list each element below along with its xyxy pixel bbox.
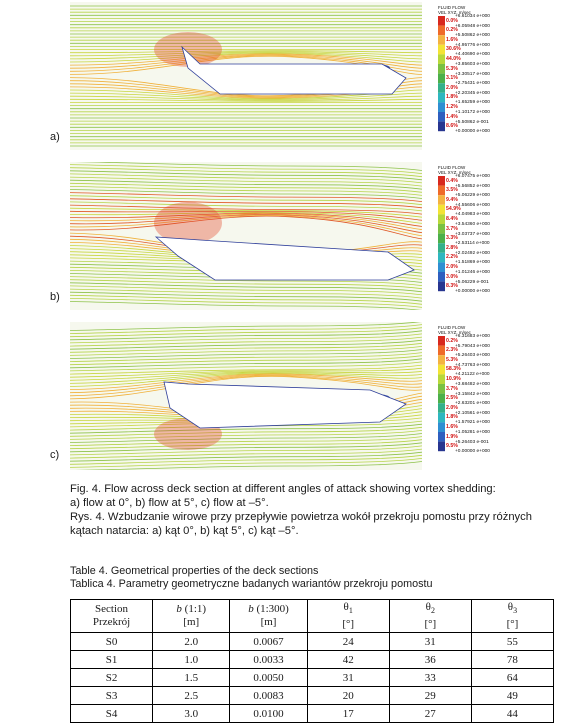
table-cell: 64 [471, 669, 553, 687]
legend-value: +2.63201 e+000 [455, 401, 490, 407]
table-header-row [71, 600, 554, 633]
table-cell: 2.5 [153, 687, 230, 705]
legend-value: +3.03737 e+000 [455, 231, 490, 237]
table-cell: 31 [389, 633, 471, 651]
legend-swatch [438, 176, 445, 186]
legend-swatch [438, 403, 445, 413]
legend-value: +1.65259 e+000 [455, 100, 490, 106]
legend-value: +0.00000 e+000 [455, 289, 490, 295]
legend-value: +6.05948 e+000 [455, 23, 490, 29]
legend-percent: 2.0% [446, 263, 458, 270]
legend-percent: 5.3% [446, 65, 458, 72]
legend-percent: 9.4% [446, 196, 458, 203]
table-row [71, 633, 554, 651]
panel-label-c: c) [50, 449, 60, 461]
legend-swatch [438, 45, 445, 55]
legend-value: +5.26403 e-001 [455, 439, 489, 445]
legend-swatch [438, 336, 445, 346]
table-cell: 0.0100 [230, 705, 307, 723]
legend-title: FLUID FLOW VEL XYZ, m/sec [438, 165, 471, 175]
legend-value: +2.02492 e+000 [455, 250, 490, 256]
legend-percent: 3.3% [446, 235, 458, 242]
table-cell: 49 [471, 687, 553, 705]
table-cell: S3 [71, 687, 153, 705]
table-cell: 78 [471, 651, 553, 669]
legend-percent: 10.9% [446, 375, 461, 382]
table-cell: 27 [389, 705, 471, 723]
header-b-model-label: (1:300) [256, 603, 289, 615]
legend-percent: 1.6% [446, 36, 458, 43]
table-cell: 33 [389, 669, 471, 687]
legend-swatch [438, 234, 445, 244]
table-row [71, 687, 554, 705]
table-cell: S2 [71, 669, 153, 687]
legend-swatch [438, 355, 445, 365]
table-cell: 0.0067 [230, 633, 307, 651]
legend-value: +3.15842 e+000 [455, 391, 490, 397]
legend-subtitle: VEL XYZ, m/sec [438, 330, 471, 335]
legend-percent: 0.2% [446, 27, 458, 34]
panel-label-b: b) [50, 291, 60, 303]
table-cell: 0.0083 [230, 687, 307, 705]
legend-value: +5.06229 e+000 [455, 193, 490, 199]
header-section [71, 600, 153, 633]
table-cell: 2.0 [153, 633, 230, 651]
legend-swatch [438, 122, 445, 132]
legend-percent: 5.3% [446, 356, 458, 363]
legend-percent: 2.3% [446, 347, 458, 354]
legend-swatch [438, 214, 445, 224]
legend-value: +1.57921 e+000 [455, 420, 490, 426]
table-caption-en: Table 4. Geometrical properties of the deck sections [70, 565, 319, 577]
legend-percent: 1.8% [446, 414, 458, 421]
legend-percent: 0.0% [446, 17, 458, 24]
legend-value: +4.40690 e+000 [455, 52, 490, 58]
header-section-pl: Przekrój [92, 616, 131, 628]
table-cell: 1.5 [153, 669, 230, 687]
legend-value: +1.05281 e+000 [455, 430, 490, 435]
legend-subtitle: VEL XYZ, m/sec [438, 10, 471, 15]
header-section-en: Section [95, 603, 129, 615]
legend-swatch [438, 195, 445, 205]
legend-swatch [438, 365, 445, 375]
legend-percent: 2.8% [446, 244, 458, 251]
legend-value: +5.06229 e-001 [455, 279, 489, 285]
legend-swatch [438, 224, 445, 234]
legend-value: +3.85603 e+000 [455, 62, 490, 67]
legend-title: FLUID FLOW VEL XYZ, m/sec [438, 325, 471, 335]
legend-percent: 3.5% [446, 187, 458, 194]
legend-swatch [438, 413, 445, 423]
legend-swatch [438, 346, 445, 356]
table-cell: 0.0050 [230, 669, 307, 687]
legend-percent: 0.4% [446, 177, 458, 184]
legend-value: +2.75431 e+000 [455, 81, 490, 87]
header-theta1-symbol: $\theta_1$ [343, 601, 353, 616]
legend-value: +6.31683 e+000 [455, 334, 490, 339]
legend-swatch [438, 262, 445, 272]
table-cell: S1 [71, 651, 153, 669]
legend-swatch [438, 374, 445, 384]
legend-value: +4.55606 e+000 [455, 202, 490, 208]
geometry-table [70, 599, 554, 723]
legend-percent: 1.4% [446, 113, 458, 120]
legend-subtitle: VEL XYZ, m/sec [438, 170, 471, 175]
legend-value: +3.68482 e+000 [455, 382, 490, 387]
legend-value: +5.26403 e+000 [455, 353, 490, 359]
legend-swatch [438, 93, 445, 103]
table-cell: 44 [471, 705, 553, 723]
table-cell: 17 [307, 705, 389, 723]
legend-swatch [438, 272, 445, 282]
table-cell: 42 [307, 651, 389, 669]
caption-en-line2: a) flow at 0°, b) flow at 5°, c) flow at –5°. [70, 497, 269, 509]
legend-swatch [438, 112, 445, 122]
legend-percent: 3.7% [446, 225, 458, 232]
legend-swatch [438, 83, 445, 93]
table-cell: 55 [471, 633, 553, 651]
caption-en-line1: Fig. 4. Flow across deck section at different angles of attack showing vortex shedding: [70, 483, 496, 495]
legend-value: +0.00000 e+000 [455, 449, 490, 455]
header-b-model-unit: [m] [260, 616, 277, 628]
legend-percent: 8.3% [446, 283, 458, 290]
legend-value: +5.79043 e+000 [455, 343, 490, 349]
legend-value: +2.10561 e+000 [455, 410, 490, 416]
legend-value: +2.53114 e+000 [455, 241, 490, 247]
legend-percent: 9.5% [446, 443, 458, 450]
header-theta3-unit: [°] [506, 617, 519, 630]
legend-swatch [438, 384, 445, 394]
legend-swatch [438, 253, 445, 263]
legend-value: +1.10172 e+000 [455, 110, 490, 115]
header-b-full [153, 600, 230, 633]
legend-swatch [438, 282, 445, 292]
legend-percent: 2.0% [446, 404, 458, 411]
legend-swatch [438, 102, 445, 112]
legend-percent: 1.2% [446, 103, 458, 110]
header-b-model [230, 600, 307, 633]
table-cell: S4 [71, 705, 153, 723]
legend-swatch [438, 243, 445, 253]
legend-value: +5.50862 e+000 [455, 33, 490, 39]
legend-percent: 0.2% [446, 337, 458, 344]
legend-swatch [438, 442, 445, 452]
legend-percent: 3.0% [446, 273, 458, 280]
figure-caption [70, 482, 550, 538]
legend-value: +6.61034 e+000 [455, 14, 490, 19]
legend-percent: 44.0% [446, 55, 461, 62]
header-b-full-symbol: b [176, 603, 182, 615]
legend-swatch [438, 432, 445, 442]
legend-value: +4.21122 e+000 [455, 372, 490, 378]
legend-swatch [438, 26, 445, 36]
header-theta2-symbol: $\theta_2$ [425, 601, 435, 616]
caption-pl-line1: Rys. 4. Wzbudzanie wirowe przy przepływie powietrza wokół przekroju pomostu przy różnych [70, 511, 532, 523]
legend-swatch [438, 394, 445, 404]
header-b-full-unit: [m] [183, 616, 200, 628]
table-cell: S0 [71, 633, 153, 651]
legend-value: +1.51869 e+000 [455, 260, 490, 266]
header-b-full-label: (1:1) [184, 603, 207, 615]
header-theta1-unit: [°] [342, 617, 355, 630]
table-cell: 0.0033 [230, 651, 307, 669]
table-caption-pl: Tablica 4. Parametry geometryczne badanych wariantów przekroju pomostu [70, 578, 433, 590]
legend-swatch [438, 74, 445, 84]
caption-pl-line2: kątach natarcia: a) kąt 0°, b) kąt 5°, c) kąt –5°. [70, 525, 299, 537]
legend-swatch [438, 64, 445, 74]
table-row [71, 651, 554, 669]
legend-percent: 1.8% [446, 94, 458, 101]
legend-swatch [438, 54, 445, 64]
legend-percent: 8.4% [446, 215, 458, 222]
table-cell: 36 [389, 651, 471, 669]
header-b-model-symbol: b [248, 603, 254, 615]
legend-value: +0.00000 e+000 [455, 129, 490, 135]
table-cell: 24 [307, 633, 389, 651]
header-theta3-symbol: $\theta_3$ [507, 601, 518, 616]
legend-percent: 3.7% [446, 385, 458, 392]
legend-value: +4.73763 e+000 [455, 362, 490, 368]
legend-value: +3.54360 e+000 [455, 222, 490, 227]
legend-percent: 58.3% [446, 366, 461, 373]
legend-percent: 54.9% [446, 206, 461, 213]
legend-swatch [438, 16, 445, 26]
table-cell: 29 [389, 687, 471, 705]
legend-percent: 2.5% [446, 395, 458, 402]
legend-title: FLUID FLOW VEL XYZ, m/sec [438, 5, 471, 15]
table-cell: 3.0 [153, 705, 230, 723]
header-theta1 [307, 600, 389, 633]
legend-value: +1.01246 e+000 [455, 270, 490, 275]
legend-value: +2.20345 e+000 [455, 90, 490, 96]
panel-label-a: a) [50, 131, 60, 143]
legend-value: +4.95776 e+000 [455, 42, 490, 48]
legend-value: +5.50862 e-001 [455, 119, 489, 125]
legend-swatch [438, 35, 445, 45]
legend-value: +5.56852 e+000 [455, 183, 490, 189]
legend-percent: 2.0% [446, 84, 458, 91]
legend-swatch [438, 205, 445, 215]
legend-value: +3.30517 e+000 [455, 71, 490, 77]
table-row [71, 705, 554, 723]
legend-percent: 8.6% [446, 123, 458, 130]
table-cell: 31 [307, 669, 389, 687]
header-theta2-unit: [°] [424, 617, 437, 630]
header-theta3 [471, 600, 553, 633]
legend-value: +4.04983 e+000 [455, 212, 490, 218]
header-theta2 [389, 600, 471, 633]
legend-percent: 1.9% [446, 433, 458, 440]
legend-percent: 3.1% [446, 75, 458, 82]
legend-percent: 2.2% [446, 254, 458, 261]
table-cell: 20 [307, 687, 389, 705]
legend-swatch [438, 422, 445, 432]
legend-percent: 30.6% [446, 46, 461, 53]
legend-swatch [438, 186, 445, 196]
legend-percent: 1.6% [446, 423, 458, 430]
legend-value: +6.07475 e+000 [455, 174, 490, 179]
table-cell: 1.0 [153, 651, 230, 669]
table-row [71, 669, 554, 687]
